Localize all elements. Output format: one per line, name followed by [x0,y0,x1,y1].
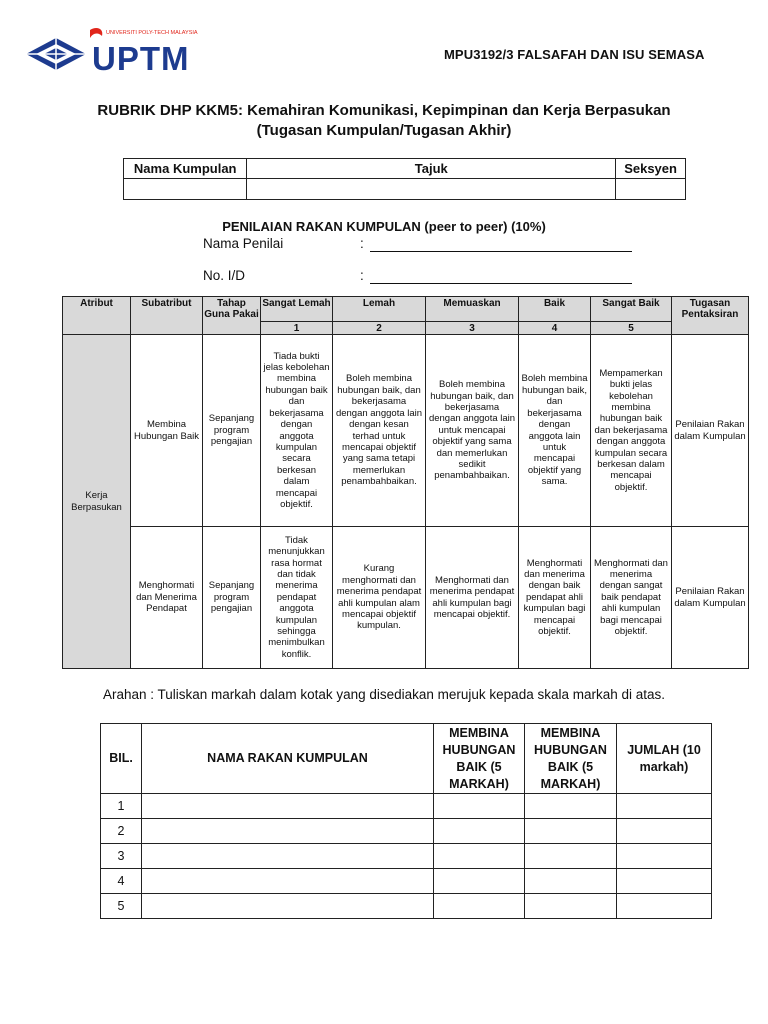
marks-table [100,723,712,919]
row-number: 4 [101,869,142,894]
tahap-header: Tahap Guna Pakai [203,297,261,335]
section-cell[interactable] [616,179,686,200]
subattribute-cell: Membina Hubungan Baik [131,335,203,527]
level-3-cell: Boleh membina hubungan baik, dan bekerjasama dengan anggota lain untuk mencapai objektif yang sama dan memerlukan sedikit penambahbaikan. [426,335,519,527]
scale-3: 3 [426,322,519,335]
level-4-cell: Menghormati dan menerima dengan baik pendapat ahli kumpulan bagi mencapai objektif. [519,527,591,669]
total-cell[interactable] [617,869,712,894]
mark-cell[interactable] [525,794,617,819]
instructions: Arahan : Tuliskan markah dalam kotak yang disediakan merujuk kepada skala markah di atas. [102,687,666,702]
colon: : [360,236,364,251]
logo-emblem-icon [26,38,86,70]
mark-cell[interactable] [434,794,525,819]
name-cell[interactable] [142,844,434,869]
row-number: 2 [101,819,142,844]
attribute-cell: Kerja Berpasukan [63,335,131,669]
name-cell[interactable] [142,794,434,819]
id-line[interactable] [370,283,632,284]
mark-cell[interactable] [434,844,525,869]
page-subtitle: (Tugasan Kumpulan/Tugasan Akhir) [256,122,512,139]
tahap-cell: Sepanjang program pengajian [203,335,261,527]
level-2-cell: Boleh membina hubungan baik, dan bekerjasama dengan anggota lain dengan kesan terhad untuk mencapai objektif yang sama tetapi memerlukan penambahbaikan. [333,335,426,527]
logo-subtext: UNIVERSITI POLY-TECH MALAYSIA [106,30,198,36]
lemah-header: Lemah [333,297,426,322]
bil-header: BIL. [101,724,142,794]
course-code: MPU3192/3 FALSAFAH DAN ISU SEMASA [444,47,705,62]
row-number: 5 [101,894,142,919]
total-cell[interactable] [617,894,712,919]
group-info-table [123,158,686,200]
subattribute-cell: Menghormati dan Menerima Pendapat [131,527,203,669]
atribut-header: Atribut [63,297,131,335]
total-cell[interactable] [617,819,712,844]
subatribut-header: Subatribut [131,297,203,335]
table-row [101,794,712,819]
name-cell[interactable] [142,894,434,919]
scale-1: 1 [261,322,333,335]
scale-2: 2 [333,322,426,335]
membina-hubungan-header-1: MEMBINA HUBUNGAN BAIK (5 MARKAH) [434,724,525,794]
table-row [101,844,712,869]
mark-cell[interactable] [434,819,525,844]
uptm-logo [22,24,238,86]
table-row [101,869,712,894]
memuaskan-header: Memuaskan [426,297,519,322]
table-row [101,819,712,844]
level-4-cell: Boleh membina hubungan baik, dan bekerjasama dengan anggota lain untuk mencapai objektif yang sama. [519,335,591,527]
assessor-name-line[interactable] [370,251,632,252]
section-header: Seksyen [616,159,686,179]
total-cell[interactable] [617,794,712,819]
name-cell[interactable] [142,869,434,894]
id-label: No. I/D [203,268,246,283]
jumlah-header: JUMLAH (10 markah) [617,724,712,794]
tahap-cell: Sepanjang program pengajian [203,527,261,669]
level-5-cell: Mempamerkan bukti jelas kebolehan membina hubungan baik dan bekerjasama dengan anggota kumpulan secara berkesan dalam mencapai objektif. [591,335,672,527]
group-name-header: Nama Kumpulan [124,159,247,179]
scale-5: 5 [591,322,672,335]
total-cell[interactable] [617,844,712,869]
peer-assessment-heading: PENILAIAN RAKAN KUMPULAN (peer to peer) (10%) [222,219,546,234]
mark-cell[interactable] [525,894,617,919]
baik-header: Baik [519,297,591,322]
level-1-cell: Tiada bukti jelas kebolehan membina hubungan baik dan bekerjasama dengan anggota kumpulan secara berkesan dalam mencapai objektif. [261,335,333,527]
title-cell[interactable] [247,179,616,200]
page-title: RUBRIK DHP KKM5: Kemahiran Komunikasi, Kepimpinan dan Kerja Berpasukan [97,102,671,119]
level-2-cell: Kurang menghormati dan menerima pendapat ahli kumpulan alam mencapai objektif kumpulan. [333,527,426,669]
tugasan-header: Tugasan Pentaksiran [672,297,749,335]
rubric-table [62,296,749,669]
row-number: 3 [101,844,142,869]
membina-hubungan-header-2: MEMBINA HUBUNGAN BAIK (5 MARKAH) [525,724,617,794]
colon: : [360,268,364,283]
group-name-cell[interactable] [124,179,247,200]
mark-cell[interactable] [434,869,525,894]
level-1-cell: Tidak menunjukkan rasa hormat dan tidak menerima pendapat anggota kumpulan sehingga menimbulkan konflik. [261,527,333,669]
id-field[interactable] [203,268,364,283]
rubric-row [63,527,749,669]
title-header: Tajuk [247,159,616,179]
mark-cell[interactable] [525,869,617,894]
mark-cell[interactable] [434,894,525,919]
mark-cell[interactable] [525,844,617,869]
rubric-row [63,335,749,527]
assessor-name-label: Nama Penilai [203,236,284,251]
sangat-lemah-header: Sangat Lemah [261,297,333,322]
tugasan-cell: Penilaian Rakan dalam Kumpulan [672,527,749,669]
level-3-cell: Menghormati dan menerima pendapat ahli kumpulan bagi mencapai objektif. [426,527,519,669]
mark-cell[interactable] [525,819,617,844]
scale-4: 4 [519,322,591,335]
row-number: 1 [101,794,142,819]
assessor-name-field[interactable] [203,236,364,251]
name-cell[interactable] [142,819,434,844]
sangat-baik-header: Sangat Baik [591,297,672,322]
logo-flame-icon [90,28,102,38]
nama-rakan-header: NAMA RAKAN KUMPULAN [142,724,434,794]
tugasan-cell: Penilaian Rakan dalam Kumpulan [672,335,749,527]
logo-text: UPTM [92,40,190,77]
table-row [101,894,712,919]
level-5-cell: Menghormati dan menerima dengan sangat baik pendapat ahli kumpulan bagi mencapai objektif. [591,527,672,669]
